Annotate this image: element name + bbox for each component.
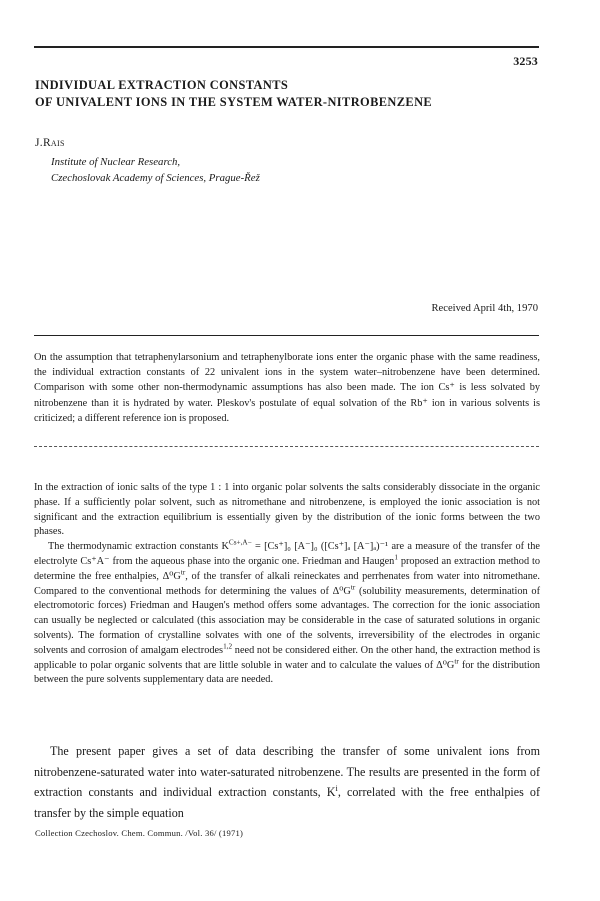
body-paragraph-3 [34,741,540,823]
abstract-bottom-rule [34,446,539,447]
journal-citation: Collection Czechoslov. Chem. Commun. /Vol. 36/ (1971) [35,828,244,838]
individual-constant-superscript: i [335,782,338,793]
para3-text-end: , correlated with the free enthalpies of transfer by the simple equation [34,785,540,820]
para3-text-start: The present paper gives a set of data describing the transfer of some univalent ions from nitrobenzene-saturated water into water-saturated nitrobenzene. The results are presented in the form of extraction constants and individual extraction constants, K [34,744,540,799]
affiliation [51,154,471,186]
para2-text-end: for the distribution between the pure solvents supplementary data are needed. [34,659,540,686]
reference-1-sup: 1 [394,553,398,562]
body-paragraph-2 [34,540,540,688]
top-rule [34,46,539,48]
para2-text-mid3: (solubility measurements, determination of electromotoric forces) Friedman and Haugen's method offers some advantages. The correction for the ionic association can usually be neglected or calculated (this association may be considerable in the case of saturated solutions in organic solvents). The formation of crystalline solvates with one of the solvents, irreversibility of the electrodes in organic solvents and corrosion of amalgam electrodes [34,585,540,656]
abstract-text: On the assumption that tetraphenylarsonium and tetraphenylborate ions enter the organic phase with the same readiness, the individual extraction constants of 22 univalent ions in the system water–nitrobenzene have been determined. Comparison with some other non-thermodynamic assumptions has also been made. The ion Cs⁺ is less solvated by nitrobenzene than it is hydrated by water. Pleskov's postulate of equal solvation of the Rb⁺ ion in various solvents is criticized; a different reference ion is proposed. [34,352,540,424]
extraction-constant-superscript: Cs+,A− [228,538,252,547]
para2-equation-text: = [Cs⁺]₀ [A⁻]₀ ([Cs⁺]ₐ [A⁻]ₐ)⁻¹ are a measure of the transfer of the electrolyte Cs⁺A⁻ from the aqueous phase into the organic one. Friedman and Haugen [34,541,540,567]
tr-superscript: tr [180,568,186,577]
abstract-top-rule [34,335,539,336]
para2-text-start: The thermodynamic extraction constants K [48,541,229,553]
para2-text-mid1: proposed an extraction method to determine the free enthalpies, Δ⁰G [34,555,540,582]
received-date: Received April 4th, 1970 [431,303,538,314]
title-line-2: OF UNIVALENT IONS IN THE SYSTEM WATER-NITROBENZENE [35,95,433,109]
tr-superscript: tr [454,657,459,666]
tr-superscript: tr [350,583,356,592]
page-number: 3253 [513,54,538,68]
article-title [35,77,555,111]
author-name: J.Rais [35,137,65,149]
affiliation-line-1: Institute of Nuclear Research, [51,156,181,168]
para2-text-mid4: need not be considered either. On the other hand, the extraction method is applicable to polar organic solvents that are little soluble in water and to calculate the values of Δ⁰G [34,644,540,671]
affiliation-line-2: Czechoslovak Academy of Sciences, Prague-Řež [51,172,260,184]
para2-text-mid2: , of the transfer of alkali reineckates and perrhenates from water into nitromethane. Compared to the conventional methods for determining the values of Δ⁰G [34,570,540,597]
title-line-1: INDIVIDUAL EXTRACTION CONSTANTS [35,78,289,92]
introduction-section [34,481,540,688]
reference-1-2-sup: 1,2 [223,642,233,651]
body-paragraph-1: In the extraction of ionic salts of the type 1 : 1 into organic polar solvents the salts considerably dissociate in the organic phase. If a sufficiently polar solvent, such as nitromethane and nitrobenzene, is employed the ionic association is not significant and the extraction equilibrium is essentially given by the distribution of the ionic forms between the two phases. [34,482,540,538]
